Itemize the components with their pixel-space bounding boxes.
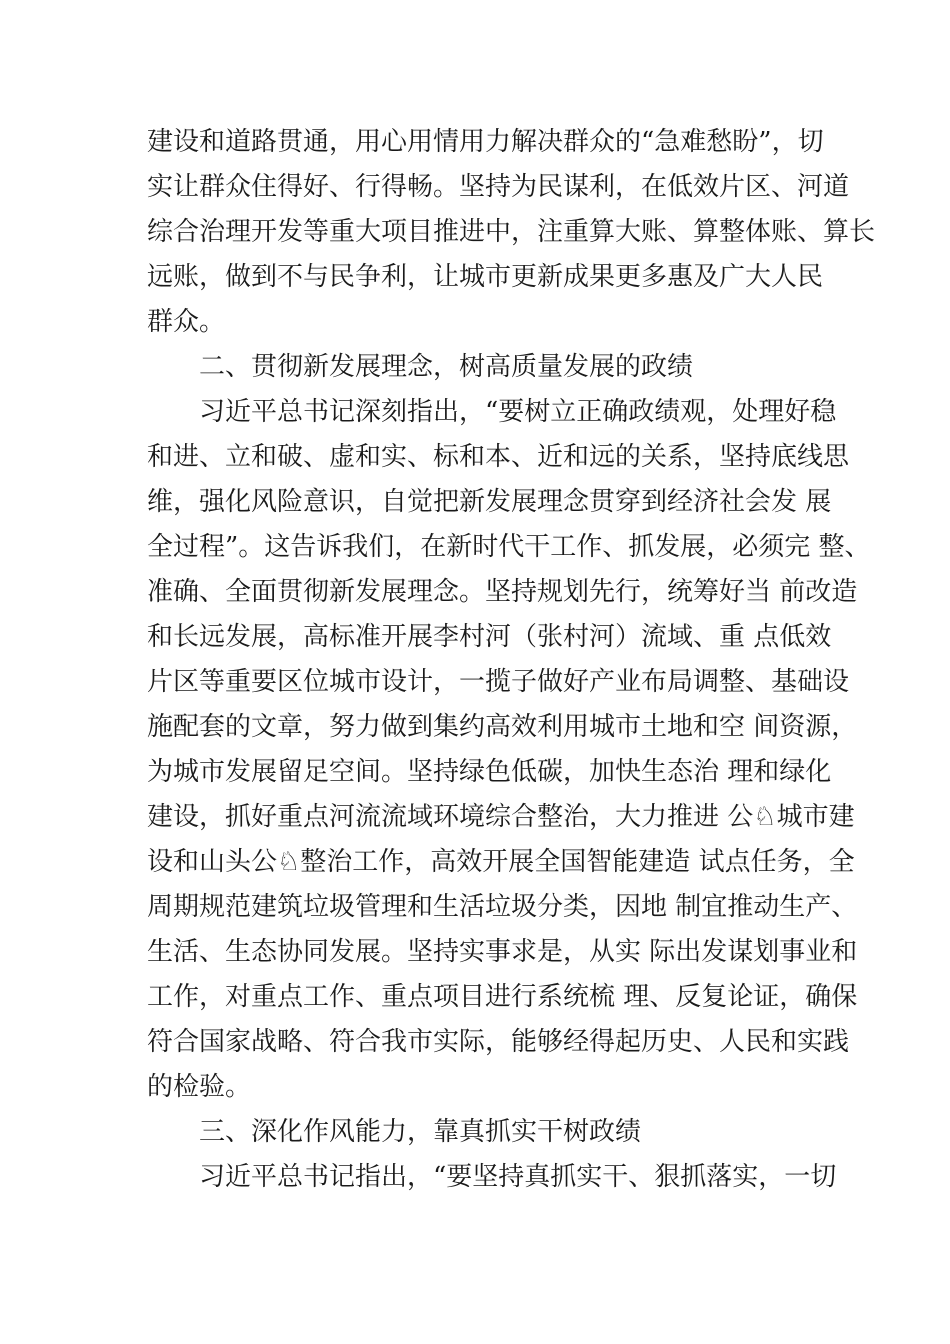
body-text — [147, 120, 876, 1200]
section-heading: 二、贯彻新发展理念，树高质量发展的政绩 — [199, 352, 694, 382]
text-line: 设和山头公♘整治工作，高效开展全国智能建造 试点任务，全 — [147, 847, 855, 877]
text-line: 维，强化风险意识，自觉把新发展理念贯穿到经济社会发 展 — [147, 487, 832, 517]
text-line: 习近平总书记深刻指出，“要树立正确政绩观，处理好稳 — [199, 397, 837, 427]
text-line: 生活、生态协同发展。坚持实事求是，从实 际出发谋划事业和 — [147, 937, 858, 967]
text-line: 周期规范建筑垃圾管理和生活垃圾分类，因地 制宜推动生产、 — [147, 892, 858, 922]
text-line: 实让群众住得好、行得畅。坚持为民谋利，在低效片区、河道 — [147, 172, 850, 202]
section-heading: 三、深化作风能力，靠真抓实干树政绩 — [199, 1117, 642, 1147]
text-line: 施配套的文章，努力做到集约高效利用城市土地和空 间资源， — [147, 712, 858, 742]
text-line: 群众。 — [147, 307, 226, 337]
text-line: 片区等重要区位城市设计，一揽子做好产业布局调整、基础设 — [147, 667, 850, 697]
text-line: 的检验。 — [147, 1072, 252, 1102]
text-line: 综合治理开发等重大项目推进中，注重算大账、算整体账、算长 — [147, 217, 876, 247]
text-line: 符合国家战略、符合我市实际，能够经得起历史、人民和实践 — [147, 1027, 850, 1057]
text-line: 为城市发展留足空间。坚持绿色低碳，加快生态治 理和绿化 — [147, 757, 832, 787]
text-line: 建设和道路贯通，用心用情用力解决群众的“急难愁盼”，切 — [147, 127, 824, 157]
text-line: 习近平总书记指出，“要坚持真抓实干、狠抓落实，一切 — [199, 1162, 837, 1192]
text-line: 和进、立和破、虚和实、标和本、近和远的关系，坚持底线思 — [147, 442, 850, 472]
text-line: 工作，对重点工作、重点项目进行系统梳 理、反复论证，确保 — [147, 982, 858, 1012]
text-line: 全过程”。这告诉我们，在新时代干工作、抓发展，必须完 整、 — [147, 532, 871, 562]
text-line: 远账，做到不与民争利，让城市更新成果更多惠及广大人民 — [147, 262, 824, 292]
text-line: 准确、全面贯彻新发展理念。坚持规划先行，统筹好当 前改造 — [147, 577, 858, 607]
text-line: 建设，抓好重点河流流域环境综合整治，大力推进 公♘城市建 — [147, 802, 855, 832]
text-line: 和长远发展，高标准开展李村河（张村河）流域、重 点低效 — [147, 622, 832, 652]
